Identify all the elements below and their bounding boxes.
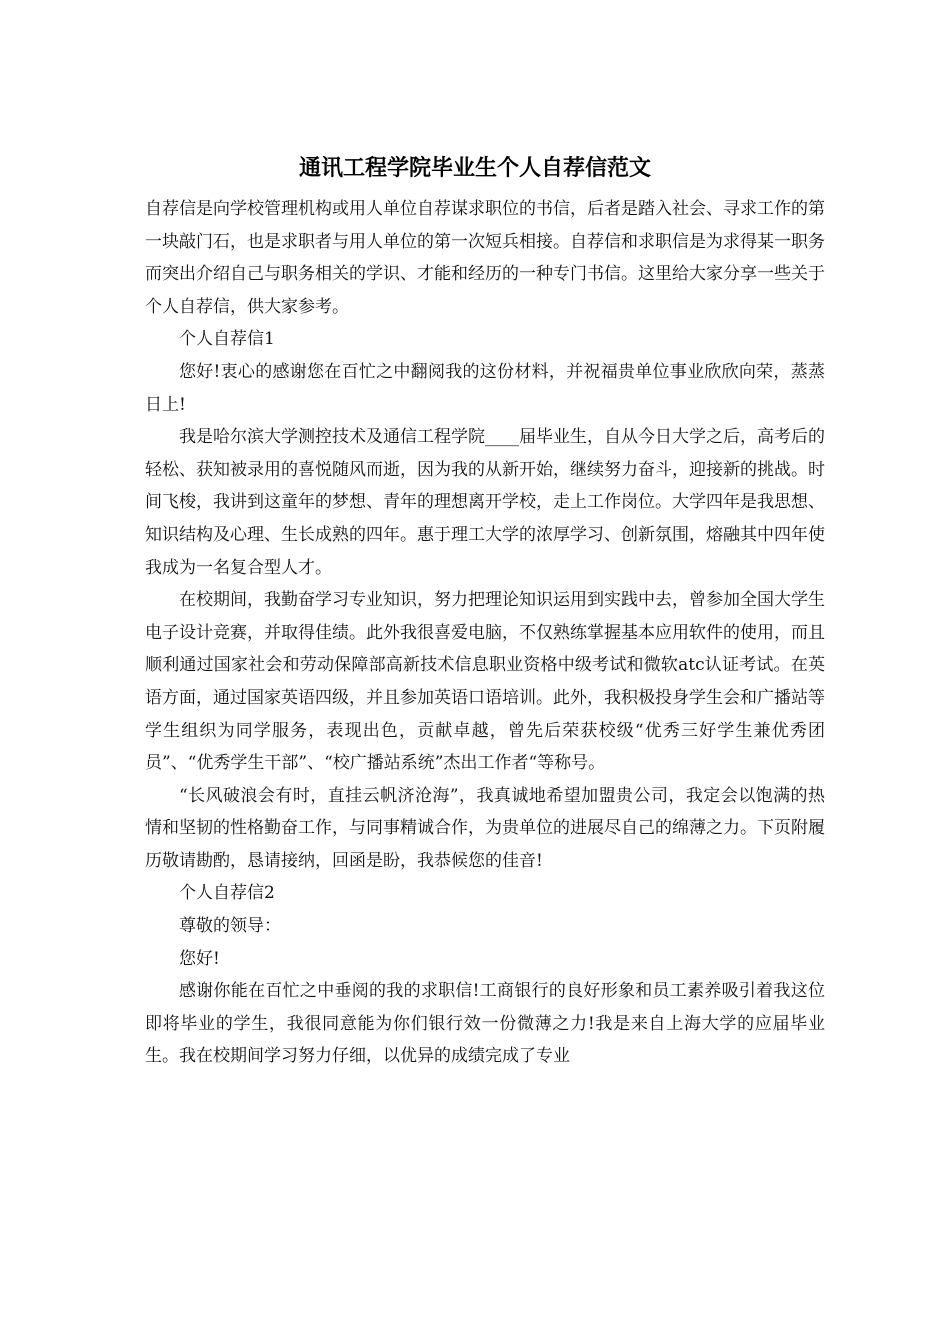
paragraph-hello: 您好! <box>179 948 220 969</box>
paragraph-self-intro: 我是哈尔滨大学测控技术及通信工程学院____届毕业生，自从今日大学之后，高考后的轻松、获知被录用的喜悦随风而逝，因为我的从新开始，继续努力奋斗，迎接新的挑战。时间飞梭，我讲到这童年的梦想、青年的理想离开学校，走上工作岗位。大学四年是我思想、知识结构及心理、生长成熟的四年。惠于理工大学的浓厚学习、创新氛围，熔融其中四年使我成为一名复合型人才。 <box>145 427 825 578</box>
paragraph-closing-1: “长风破浪会有时，直挂云帆济沧海”，我真诚地希望加盟贵公司，我定会以饱满的热情和坚韧的性格勤奋工作，与同事精诚合作，为贵单位的进展尽自己的绵薄之力。下页附履历敬请勘酌，恳请接纳，回函是盼，我恭候您的佳音! <box>145 785 825 871</box>
paragraph-letter-2-body: 感谢你能在百忙之中垂阅的我的求职信!工商银行的良好形象和员工素养吸引着我这位即将毕业的学生，我很同意能为你们银行效一份微薄之力!我是来自上海大学的应届毕业生。我在校期间学习努力仔细，以优异的成绩完成了专业 <box>145 981 825 1067</box>
document-title: 通讯工程学院毕业生个人自荐信范文 <box>298 155 651 181</box>
paragraph-salutation: 尊敬的领导： <box>179 916 281 937</box>
paragraph-greeting-1: 您好!衷心的感谢您在百忙之中翻阅我的这份材料，并祝福贵单位事业欣欣向荣，蒸蒸日上! <box>145 361 825 415</box>
paragraph-school-experience: 在校期间，我勤奋学习专业知识，努力把理论知识运用到实践中去，曾参加全国大学生电子设计竞赛，并取得佳绩。此外我很喜爱电脑，不仅熟练掌握基本应用软件的使用，而且顺利通过国家社会和劳动保障部高新技术信息职业资格中级考试和微软atc认证考试。在英语方面，通过国家英语四级，并且参加英语口语培训。此外，我积极投身学生会和广播站等学生组织为同学服务，表现出色，贡献卓越，曾先后荣获校级“优秀三好学生兼优秀团员”、“优秀学生干部”、“校广播站系统”杰出工作者“等称号。 <box>145 590 825 774</box>
section-heading-letter-2: 个人自荐信2 <box>179 883 275 904</box>
document-body <box>145 193 825 1073</box>
section-heading-letter-1: 个人自荐信1 <box>179 329 275 350</box>
paragraph-intro: 自荐信是向学校管理机构或用人单位自荐谋求职位的书信，后者是踏入社会、寻求工作的第一块敲门石，也是求职者与用人单位的第一次短兵相接。自荐信和求职信是为求得某一职务而突出介绍自己与职务相关的学识、才能和经历的一种专门书信。这里给大家分享一些关于个人自荐信，供大家参考。 <box>145 199 825 317</box>
